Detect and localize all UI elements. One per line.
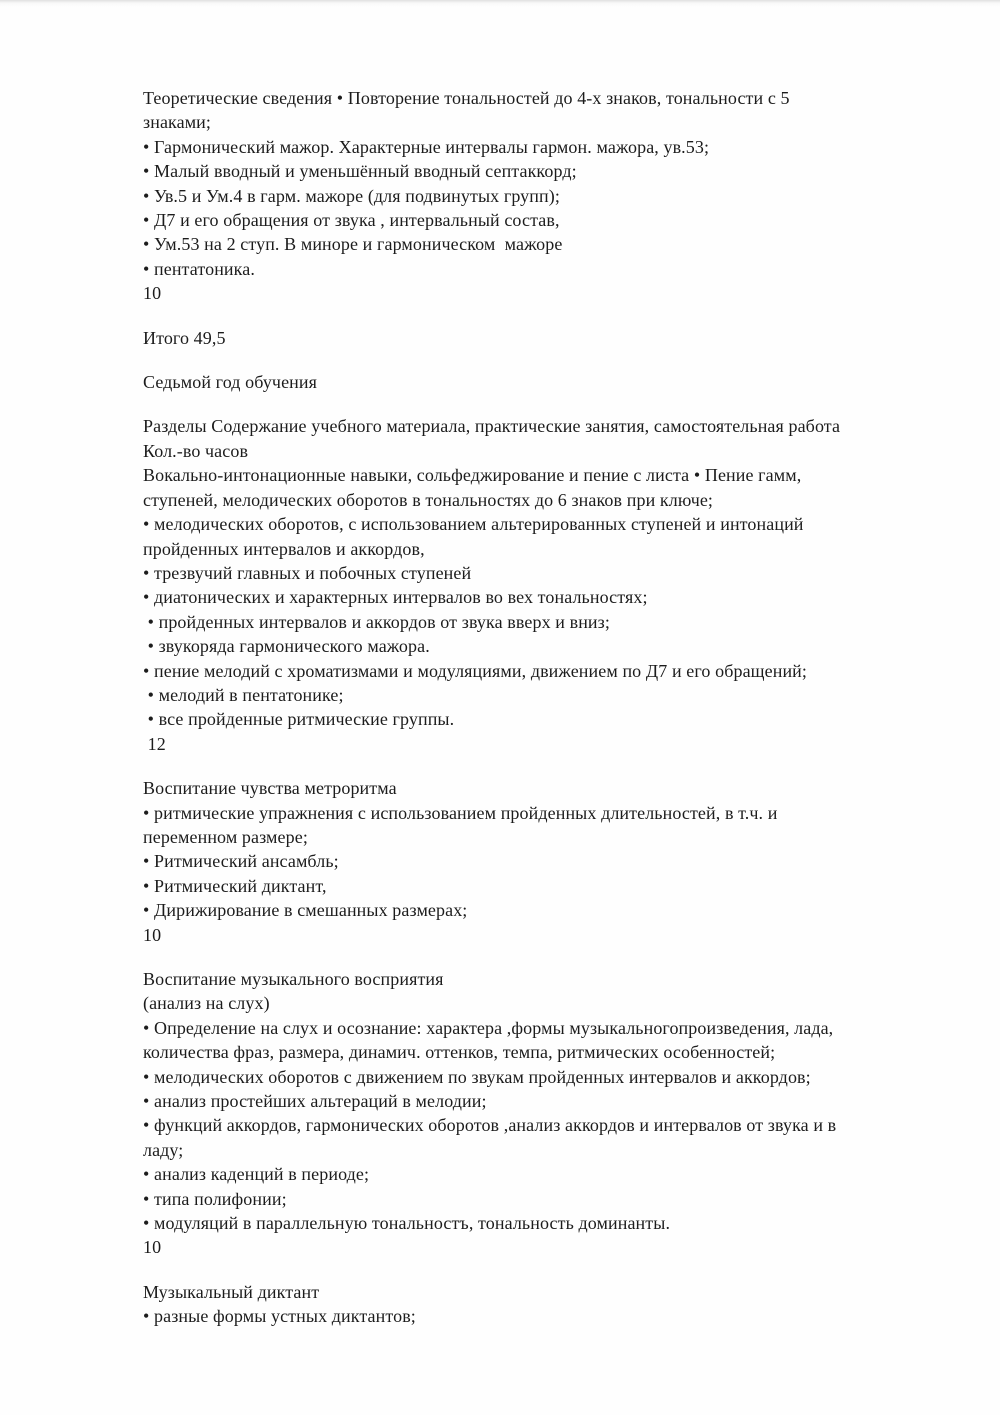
text-line: Итого 49,5 — [143, 327, 226, 348]
text-line: Воспитание чувства метроритма — [143, 778, 397, 799]
text-line: ступеней, мелодических оборотов в тональностях до 6 знаков при ключе; — [143, 489, 714, 510]
text-line: • мелодических оборотов с движением по звукам пройденных интервалов и аккордов; — [143, 1066, 811, 1087]
theory-topics-paragraph — [143, 86, 943, 306]
text-line: 10 — [143, 283, 162, 304]
text-line: 12 — [143, 733, 166, 754]
total-hours-line — [143, 326, 943, 350]
text-line: • пройденных интервалов и аккордов от звука вверх и вниз; — [143, 611, 610, 632]
metro-rhythm-paragraph — [143, 776, 943, 947]
text-line: ладу; — [143, 1139, 184, 1160]
text-line: • Д7 и его обращения от звука , интервальный состав, — [143, 210, 560, 231]
text-line: • Определение на слух и осознание: характера ,формы музыкальногопроизведения, лада, — [143, 1017, 834, 1038]
text-line: • мелодических оборотов, с использованием альтерированных ступеней и интонаций — [143, 514, 804, 535]
vocal-intonation-paragraph — [143, 414, 943, 756]
text-line: • пение мелодий с хроматизмами и модуляциями, движением по Д7 и его обращений; — [143, 660, 808, 681]
text-line: • все пройденные ритмические группы. — [143, 709, 455, 730]
text-line: • модуляций в параллельную тональностъ, тональность доминанты. — [143, 1213, 671, 1234]
scan-noise-top — [0, 0, 1000, 7]
text-line: • трезвучий главных и побочных ступеней — [143, 562, 472, 583]
text-line: • Дирижирование в смешанных размерах; — [143, 900, 468, 921]
text-line: количества фраз, размера, динамич. оттенков, темпа, ритмических особенностей; — [143, 1042, 776, 1063]
study-year-heading — [143, 370, 943, 394]
text-line: • Ум.53 на 2 ступ. В миноре и гармоническом мажоре — [143, 234, 563, 255]
text-line: Вокально-интонационные навыки, сольфеджирование и пение с листа • Пение гамм, — [143, 465, 802, 486]
text-line: • Ритмический ансамбль; — [143, 851, 339, 872]
text-line: • типа полифонии; — [143, 1188, 287, 1209]
text-line: Теоретические сведения • Повторение тональностей до 4-х знаков, тональности с 5 — [143, 88, 790, 108]
text-line: Седьмой год обучения — [143, 372, 318, 393]
text-line: Кол.-во часов — [143, 440, 249, 461]
text-line: Разделы Содержание учебного материала, практические занятия, самостоятельная работа — [143, 416, 841, 437]
text-line: 10 — [143, 924, 162, 945]
music-dictation-paragraph — [143, 1280, 943, 1329]
text-line: • анализ простейших альтераций в мелодии; — [143, 1091, 487, 1112]
document-content — [143, 86, 943, 1349]
text-line: • пентатоника. — [143, 258, 255, 279]
text-line: Воспитание музыкального восприятия — [143, 969, 444, 989]
text-line: • Ритмический диктант, — [143, 875, 327, 896]
text-line: • мелодий в пентатонике; — [143, 684, 344, 705]
music-perception-paragraph — [143, 967, 943, 1260]
text-line: знаками; — [143, 112, 212, 133]
text-line: 10 — [143, 1237, 162, 1258]
text-line: пройденных интервалов и аккордов, — [143, 538, 425, 559]
text-line: • анализ каденций в периоде; — [143, 1164, 370, 1185]
text-line: • ритмические упражнения с использованием пройденных длительностей, в т.ч. и — [143, 802, 778, 823]
text-line: • Гармонический мажор. Характерные интервалы гармон. мажора, ув.53; — [143, 136, 710, 157]
text-line: • разные формы устных диктантов; — [143, 1306, 416, 1327]
text-line: • Ув.5 и Ум.4 в гарм. мажоре (для подвинутых групп); — [143, 185, 560, 206]
text-line: (анализ на слух) — [143, 993, 270, 1014]
text-line: переменном размере; — [143, 826, 308, 847]
text-line: • диатонических и характерных интервалов во вех тональностях; — [143, 587, 648, 608]
text-line: • Малый вводный и уменьшённый вводный септаккорд; — [143, 161, 577, 182]
text-line: • звукоряда гармонического мажора. — [143, 636, 430, 657]
text-line: Музыкальный диктант — [143, 1281, 320, 1302]
text-line: • функций аккордов, гармонических оборотов ,анализ аккордов и интервалов от звука и в — [143, 1115, 837, 1136]
